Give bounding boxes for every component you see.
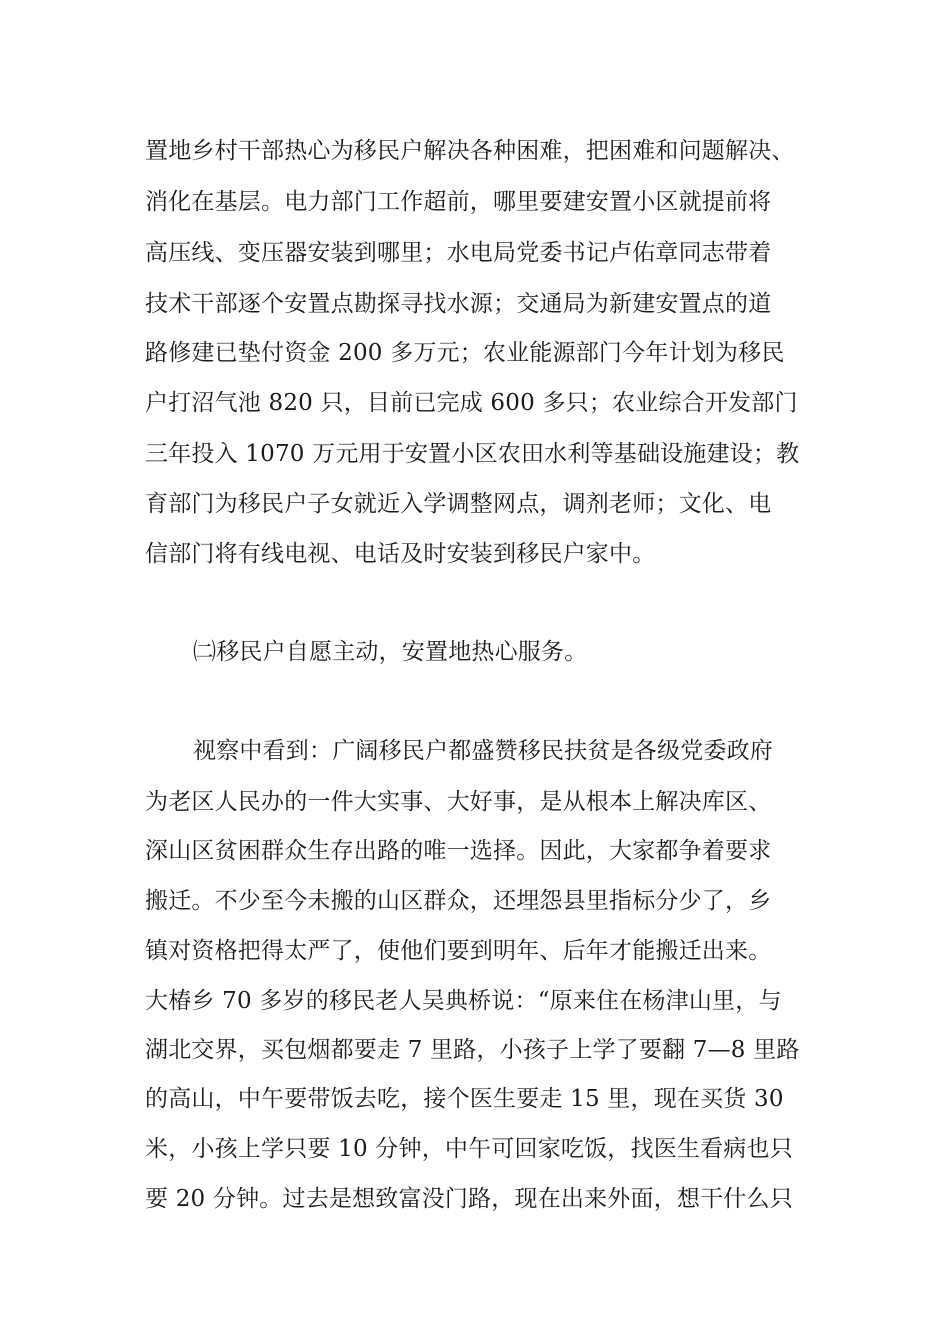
paragraph-2-line-2: 为老区人民办的一件大实事、大好事，是从根本上解决库区、 [145,789,772,815]
paragraph-1-line-6: 户打沼气池 820 只，目前已完成 600 多只；农业综合开发部门 [145,390,798,416]
paragraph-1-line-7: 三年投入 1070 万元用于安置小区农田水利等基础设施建设；教 [145,441,800,467]
paragraph-2-line-7: 湖北交界，买包烟都要走 7 里路，小孩子上学了要翻 7—8 里路 [145,1037,800,1063]
paragraph-2-line-5: 镇对资格把得太严了，使他们要到明年、后年才能搬迁出来。 [145,938,772,964]
paragraph-1-line-2: 消化在基层。电力部门工作超前，哪里要建安置小区就提前将 [145,189,772,215]
paragraph-2-line-1: 视察中看到：广阔移民户都盛赞移民扶贫是各级党委政府 [193,738,773,764]
paragraph-2-line-9: 米，小孩上学只要 10 分钟，中午可回家吃饭，找医生看病也只 [145,1136,793,1162]
paragraph-1-line-8: 育部门为移民户子女就近入学调整网点，调剂老师；文化、电 [145,491,772,517]
paragraph-1-line-3: 高压线、变压器安装到哪里；水电局党委书记卢佑章同志带着 [145,240,772,266]
paragraph-2-line-6: 大椿乡 70 多岁的移民老人吴典桥说：“原来住在杨津山里，与 [145,988,782,1014]
section-heading: ㈡移民户自愿主动，安置地热心服务。 [193,639,588,665]
paragraph-2-line-10: 要 20 分钟。过去是想致富没门路，现在出来外面，想干什么只 [145,1186,793,1212]
paragraph-1-line-9: 信部门将有线电视、电话及时安装到移民户家中。 [145,541,656,567]
paragraph-1-line-5: 路修建已垫付资金 200 多万元；农业能源部门今年计划为移民 [145,340,785,366]
paragraph-2-line-8: 的高山，中午要带饭去吃，接个医生要走 15 里，现在买货 30 [145,1086,784,1112]
paragraph-2-line-3: 深山区贫困群众生存出路的唯一选择。因此，大家都争着要求 [145,838,772,864]
paragraph-2-line-4: 搬迁。不少至今未搬的山区群众，还埋怨县里指标分少了，乡 [145,888,772,914]
paragraph-1-line-4: 技术干部逐个安置点勘探寻找水源；交通局为新建安置点的道 [145,291,772,317]
paragraph-1-line-1: 置地乡村干部热心为移民户解决各种困难，把困难和问题解决、 [145,138,795,164]
